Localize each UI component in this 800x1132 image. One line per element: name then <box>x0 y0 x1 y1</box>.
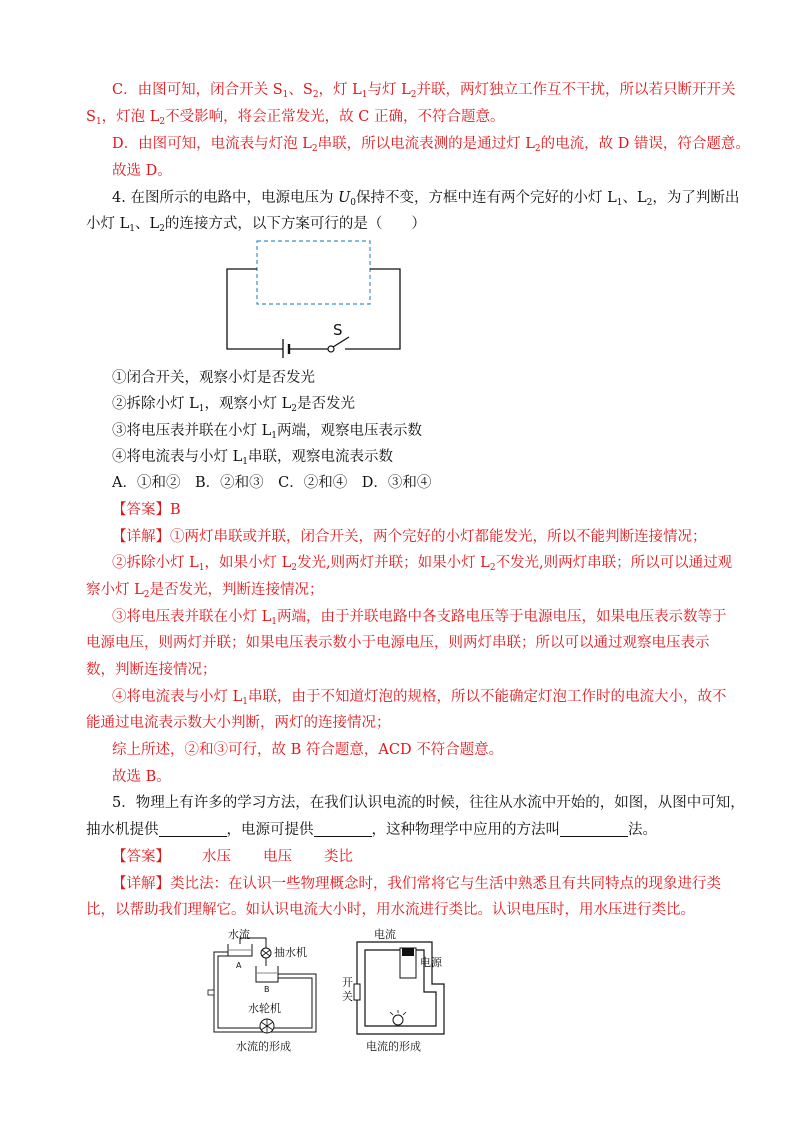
pump-label: 抽水机 <box>274 946 307 959</box>
q4-choices: A．①和② B．②和③ C．②和④ D．③和④ <box>112 475 432 491</box>
q4-explanation-2-line2: 察小灯 $L_2$是否发光，判断连接情况； <box>86 582 324 600</box>
option-c-explanation-line1: C．由图可知，闭合开关 $S_1$、$S_2$，灯 $L_1$与灯 $L_2$并联，两灯独立工作互不干扰，所以若只断开开关 <box>112 82 736 100</box>
option-c-explanation-line2: $S_1$，灯泡 $L_2$不受影响，将会正常发光，故 C 正确，不符合题意。 <box>86 109 505 127</box>
q4-plan-1: ①闭合开关，观察小灯是否发光 <box>112 370 315 386</box>
blank-3[interactable] <box>560 822 628 837</box>
blank-2[interactable] <box>314 822 372 837</box>
battery-top <box>402 948 414 956</box>
switch-label-bottom: 关 <box>342 990 353 1003</box>
tank-b-label: B <box>264 985 270 994</box>
hidden-lamp-box <box>257 241 370 304</box>
q4-explanation-3-line1: ③将电压表并联在小灯 $L_1$两端，由于并联电路中各支路电压等于电源电压，如果电压表示数等于 <box>112 609 727 627</box>
q4-explanation-1: 【详解】①两灯串联或并联，闭合开关，两个完好的小灯都能发光，所以不能判断连接情况； <box>112 529 707 545</box>
q4-pick: 故选 B。 <box>112 769 171 785</box>
q4-explanation-4-line1: ④将电流表与小灯 $L_1$串联，由于不知道灯泡的规格，所以不能确定灯泡工作时的电流大小，故不 <box>112 689 727 707</box>
q4-explanation-4-line2: 能通过电流表示数大小判断，两灯的连接情况； <box>86 715 391 731</box>
bulb-icon <box>393 1015 403 1025</box>
q5-answer: 【答案】 水压 电压 类比 <box>112 849 353 865</box>
q4-explanation-3-line2: 电源电压，则两灯并联；如果电压表示数小于电源电压，则两灯串联；所以可以通过观察电压表示 <box>86 635 710 651</box>
switch-icon <box>354 984 360 1000</box>
water-flow-figure <box>206 928 340 1058</box>
valve-icon <box>208 990 214 995</box>
electric-current-figure <box>340 928 460 1058</box>
option-d-explanation: D．由图可知，电流表与灯泡 $L_2$串联，所以电流表测的是通过灯 $L_2$的电流，故 D 错误，符合题意。 <box>112 136 750 154</box>
circuit-wire <box>227 269 400 349</box>
q4-explanation-2-line1: ②拆除小灯 $L_1$，如果小灯 $L_2$发光,则两灯并联；如果小灯 $L_2$不发光,则两灯串联；所以可以通过观 <box>112 555 733 573</box>
q4-summary: 综上所述，②和③可行，故 B 符合题意，ACD 不符合题意。 <box>112 742 504 758</box>
q4-plan-3: ③将电压表并联在小灯 $L_1$两端，观察电压表示数 <box>112 423 422 441</box>
bulb-rays <box>390 1010 406 1015</box>
q5-explanation-line1: 【详解】类比法：在认识一些物理概念时，我们常将它与生活中熟悉且有共同特点的现象进行类 <box>112 876 721 892</box>
tank-a-label: A <box>236 961 242 970</box>
current-caption: 电流的形成 <box>366 1040 421 1053</box>
water-flow-caption: 水流的形成 <box>236 1040 291 1053</box>
switch-label-top: 开 <box>342 976 353 989</box>
q5-stem-line1: 5．物理上有许多的学习方法，在我们认识电流的时候，往往从水流中开始的，如图，从图中可知， <box>112 795 745 811</box>
lower-tank-b <box>256 966 278 982</box>
current-top-label: 电流 <box>374 928 396 941</box>
switch-label: S <box>333 321 343 339</box>
q4-stem-line2: 小灯 $L_1$、$L_2$的连接方式，以下方案可行的是（ ） <box>86 216 426 234</box>
q4-stem-line1: 4. 在图所示的电路中，电源电压为 $U_0$保持不变，方框中连有两个完好的小灯 $L_1$、$L_2$，为了判断出 <box>112 190 740 208</box>
q4-explanation-3-line3: 数，判断连接情况； <box>86 662 217 678</box>
turbine-label: 水轮机 <box>248 1002 281 1015</box>
q4-plan-2: ②拆除小灯 $L_1$，观察小灯 $L_2$是否发光 <box>112 396 355 414</box>
q5-stem-line2: 抽水机提供 ，电源可提供 ，这种物理学中应用的方法叫 法。 <box>86 822 657 838</box>
water-flow-top-label: 水流 <box>228 928 250 941</box>
q4-answer: 【答案】B <box>112 502 181 518</box>
q5-explanation-line2: 比，以帮助我们理解它。如认识电流大小时，用水流进行类比。认识电压时，用水压进行类比。 <box>86 902 695 918</box>
power-source-label: 电源 <box>420 956 442 969</box>
previous-pick: 故选 D。 <box>112 163 172 179</box>
q4-circuit-diagram <box>220 236 410 358</box>
q4-plan-4: ④将电流表与小灯 $L_1$串联，观察电流表示数 <box>112 449 393 467</box>
blank-1[interactable] <box>159 822 227 837</box>
